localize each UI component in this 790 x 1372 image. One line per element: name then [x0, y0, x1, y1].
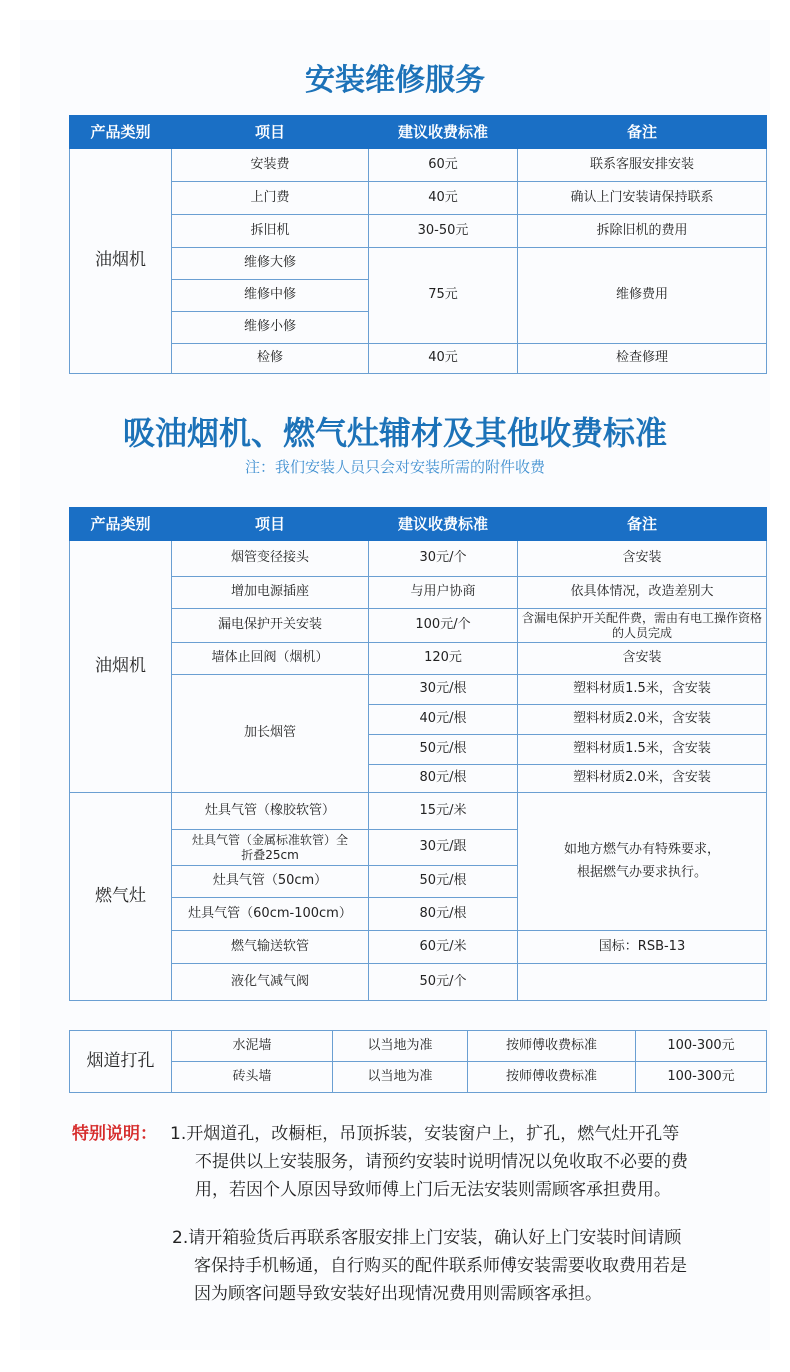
standard-cell: 按师傅收费标准 — [468, 1062, 636, 1093]
remark-cell: 国标：RSB-13 — [518, 931, 767, 964]
special-note-1-line: 用，若因个人原因导致师傅上门后无法安装则需顾客承担费用。 — [195, 1180, 671, 1200]
price-cell: 与用户协商 — [369, 577, 518, 609]
table-row — [70, 541, 767, 577]
section1-title: 安装维修服务 — [305, 63, 485, 98]
table-row — [70, 182, 767, 215]
special-note-2-line: 2.请开箱验货后再联系客服安排上门安装，确认好上门安装时间请顾 — [172, 1228, 682, 1248]
remark-cell: 含漏电保护开关配件费，需由有电工操作资格的人员完成 — [518, 609, 767, 643]
item-cell: 维修大修 — [172, 248, 369, 280]
item-cell: 安装费 — [172, 149, 369, 182]
price-cell: 120元 — [369, 643, 518, 675]
category-cell: 燃气灶 — [70, 793, 172, 1001]
remark-cell: 含安装 — [518, 643, 767, 675]
remark-cell: 塑料材质1.5米，含安装 — [518, 675, 767, 705]
remark-cell: 含安装 — [518, 541, 767, 577]
remark-cell: 确认上门安装请保持联系 — [518, 182, 767, 215]
table-header-row — [70, 508, 767, 541]
category-cell: 油烟机 — [70, 541, 172, 793]
price-cell: 100元/个 — [369, 609, 518, 643]
table-header-row — [70, 116, 767, 149]
remark-cell: 塑料材质2.0米，含安装 — [518, 765, 767, 793]
category-cell: 油烟机 — [70, 149, 172, 374]
item-cell: 灶具气管（金属标准软管）全折叠25cm — [172, 830, 369, 866]
price-cell: 80元/根 — [369, 765, 518, 793]
remark-cell: 拆除旧机的费用 — [518, 215, 767, 248]
accessories-fee-table — [69, 507, 767, 1001]
header-item: 项目 — [172, 508, 369, 541]
special-note-1-text: 1.开烟道孔，改橱柜，吊顶拆装，安装窗户上，扩孔，燃气灶开孔等 — [170, 1124, 680, 1144]
table-row — [70, 248, 767, 280]
table-row — [70, 609, 767, 643]
item-cell: 增加电源插座 — [172, 577, 369, 609]
remark-cell: 检查修理 — [518, 344, 767, 374]
repair-price-cell: 75元 — [369, 248, 518, 344]
remark-cell: 如地方燃气办有特殊要求，根据燃气办要求执行。 — [518, 793, 767, 931]
header-item: 项目 — [172, 116, 369, 149]
flue-drilling-table — [69, 1030, 767, 1093]
price-cell: 60元 — [369, 149, 518, 182]
price-cell: 50元/根 — [369, 866, 518, 898]
special-note-2 — [172, 1224, 772, 1308]
table-row — [70, 344, 767, 374]
price-cell: 100-300元 — [636, 1031, 767, 1062]
price-cell: 15元/米 — [369, 793, 518, 830]
header-category: 产品类别 — [70, 116, 172, 149]
table-row — [70, 675, 767, 705]
price-cell: 50元/根 — [369, 735, 518, 765]
header-price: 建议收费标准 — [369, 508, 518, 541]
remark-cell: 依具体情况，改造差别大 — [518, 577, 767, 609]
price-cell: 40元 — [369, 344, 518, 374]
price-cell: 50元/个 — [369, 964, 518, 1001]
price-cell: 30元/跟 — [369, 830, 518, 866]
item-cell: 灶具气管（60cm-100cm） — [172, 898, 369, 931]
special-note-2-line: 客保持手机畅通，自行购买的配件联系师傅安装需要收取费用若是 — [194, 1256, 687, 1276]
table-row — [70, 577, 767, 609]
item-cell: 燃气输送软管 — [172, 931, 369, 964]
item-cell: 加长烟管 — [172, 675, 369, 793]
table-row — [70, 1062, 767, 1093]
item-cell: 灶具气管（橡胶软管） — [172, 793, 369, 830]
basis-cell: 以当地为准 — [333, 1031, 468, 1062]
table-row — [70, 215, 767, 248]
item-cell: 上门费 — [172, 182, 369, 215]
remark-cell: 联系客服安排安装 — [518, 149, 767, 182]
table-row — [70, 149, 767, 182]
table-row — [70, 931, 767, 964]
special-note-1-line: 不提供以上安装服务，请预约安装时说明情况以免收取不必要的费 — [195, 1152, 688, 1172]
item-cell: 液化气减气阀 — [172, 964, 369, 1001]
item-cell: 维修小修 — [172, 312, 369, 344]
standard-cell: 按师傅收费标准 — [468, 1031, 636, 1062]
basis-cell: 以当地为准 — [333, 1062, 468, 1093]
price-cell: 60元/米 — [369, 931, 518, 964]
item-cell: 检修 — [172, 344, 369, 374]
special-note-1-line — [72, 1120, 772, 1148]
header-remark: 备注 — [518, 116, 767, 149]
remark-cell — [518, 964, 767, 1001]
price-cell: 40元 — [369, 182, 518, 215]
item-cell: 烟管变径接头 — [172, 541, 369, 577]
remark-cell: 塑料材质1.5米，含安装 — [518, 735, 767, 765]
wall-cell: 水泥墙 — [172, 1031, 333, 1062]
section2-note: 注：我们安装人员只会对安装所需的附件收费 — [244, 458, 545, 476]
header-remark: 备注 — [518, 508, 767, 541]
item-cell: 拆旧机 — [172, 215, 369, 248]
price-cell: 30元/个 — [369, 541, 518, 577]
item-cell: 漏电保护开关安装 — [172, 609, 369, 643]
special-note-1 — [72, 1120, 772, 1204]
install-repair-table — [69, 115, 767, 374]
price-cell: 100-300元 — [636, 1062, 767, 1093]
header-category: 产品类别 — [70, 508, 172, 541]
table-row — [70, 1031, 767, 1062]
special-label: 特别说明： — [72, 1124, 157, 1144]
table-row — [70, 964, 767, 1001]
section2-title: 吸油烟机、燃气灶辅材及其他收费标准 — [122, 414, 667, 452]
header-price: 建议收费标准 — [369, 116, 518, 149]
repair-remark-cell: 维修费用 — [518, 248, 767, 344]
price-cell: 80元/根 — [369, 898, 518, 931]
table-row — [70, 643, 767, 675]
item-cell: 墙体止回阀（烟机） — [172, 643, 369, 675]
price-cell: 30-50元 — [369, 215, 518, 248]
remark-cell: 塑料材质2.0米，含安装 — [518, 705, 767, 735]
category-cell: 烟道打孔 — [70, 1031, 172, 1093]
item-cell: 维修中修 — [172, 280, 369, 312]
table-row — [70, 793, 767, 830]
price-cell: 40元/根 — [369, 705, 518, 735]
price-cell: 30元/根 — [369, 675, 518, 705]
wall-cell: 砖头墙 — [172, 1062, 333, 1093]
item-cell: 灶具气管（50cm） — [172, 866, 369, 898]
special-note-2-line: 因为顾客问题导致安装好出现情况费用则需顾客承担。 — [194, 1284, 602, 1304]
